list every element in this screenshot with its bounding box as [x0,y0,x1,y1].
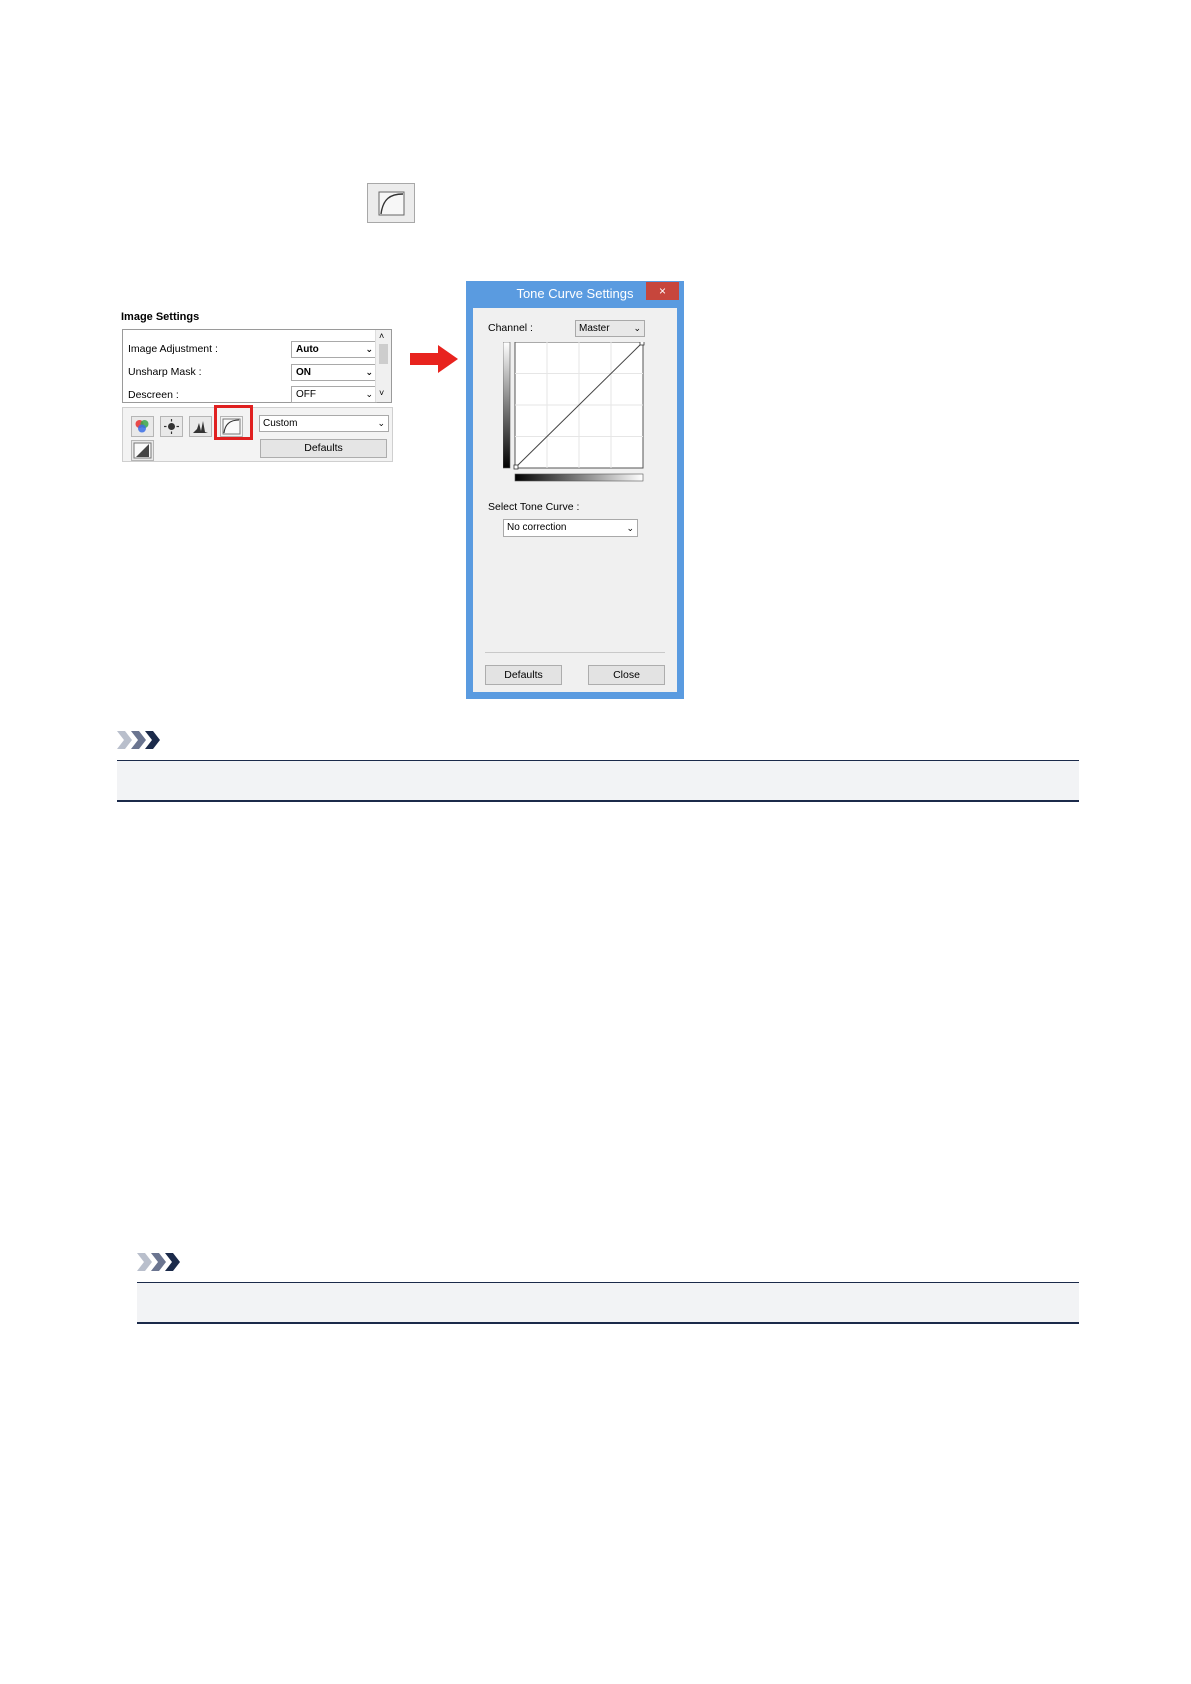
image-adjustment-value: Auto [296,344,319,355]
histogram-icon [190,417,211,436]
chevron-down-icon: ⌄ [633,323,641,333]
note-box [117,760,1079,802]
dialog-close-text-button[interactable]: Close [588,665,665,685]
dialog-defaults-button[interactable]: Defaults [485,665,562,685]
image-tools-panel [122,407,393,462]
final-review-icon [132,441,153,460]
channel-value: Master [579,323,610,334]
chevron-down-icon: ⌄ [365,367,373,377]
tone-curve-icon [378,191,406,217]
defaults-button[interactable]: Defaults [260,439,387,458]
dialog-title: Tone Curve Settings [516,286,634,301]
descreen-value: OFF [296,389,316,400]
dialog-separator [485,652,665,653]
dialog-body [473,308,677,692]
chevron-down-icon: ⌄ [626,523,634,533]
tone-curve-value: No correction [507,522,567,533]
chevron-down-icon: ⌄ [365,389,373,399]
descreen-label: Descreen : [128,389,179,401]
descreen-select[interactable] [291,386,377,403]
image-settings-title: Image Settings [121,311,200,323]
color-balance-button[interactable] [131,416,154,437]
unsharp-mask-select[interactable] [291,364,377,381]
histogram-button[interactable] [189,416,212,437]
chevron-down-icon: ⌄ [377,418,385,428]
unsharp-mask-value: ON [296,367,311,378]
image-adjustment-label: Image Adjustment : [128,343,218,355]
note-icon [117,729,165,751]
channel-select[interactable] [575,320,645,337]
highlight-frame [214,405,253,440]
preset-value: Custom [263,418,298,429]
scroll-thumb[interactable] [379,344,388,364]
dialog-close-button[interactable]: × [646,282,679,300]
note-box [137,1282,1079,1324]
chevron-down-icon: ⌄ [365,344,373,354]
tone-curve-dialog [466,281,684,699]
scroll-down-icon[interactable]: ˅ [379,388,385,398]
arrow-right-icon [410,345,458,373]
scrollbar[interactable] [375,330,391,402]
scroll-up-icon[interactable]: ˄ [379,331,385,341]
channel-label: Channel : [488,322,533,334]
brightness-contrast-button[interactable] [160,416,183,437]
tone-curve-icon-button [367,183,415,223]
brightness-icon [161,417,182,436]
preset-select[interactable] [259,415,389,432]
tone-curve-graph[interactable] [503,342,648,487]
note-icon [137,1251,185,1273]
final-review-button[interactable] [131,440,154,461]
image-settings-box [122,329,392,403]
image-adjustment-select[interactable] [291,341,377,358]
unsharp-mask-label: Unsharp Mask : [128,366,202,378]
color-balance-icon [132,417,153,436]
select-tone-curve-label: Select Tone Curve : [488,501,580,513]
tone-curve-select[interactable] [503,519,638,537]
